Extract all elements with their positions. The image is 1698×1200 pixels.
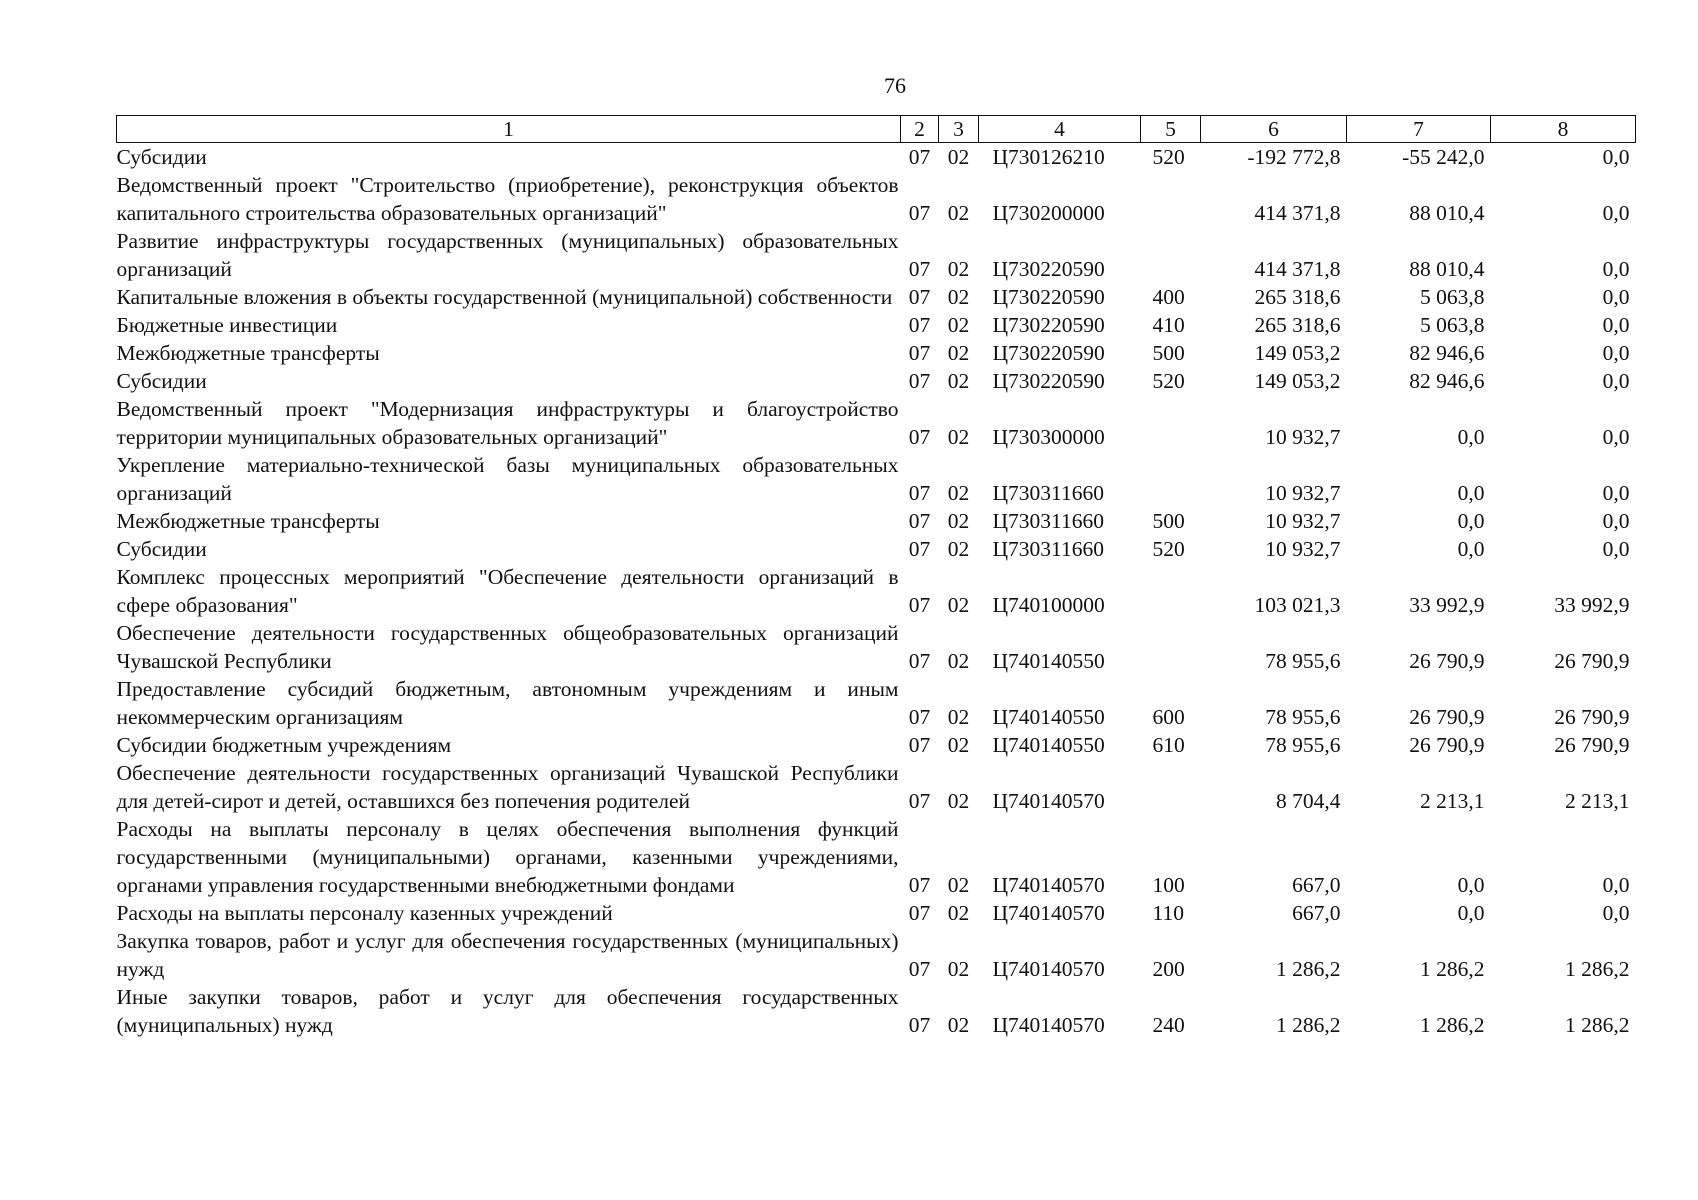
row-target-article: Ц730311660 [992,537,1104,561]
column-header-3: 3 [939,116,979,143]
row-amount-col6: 8 704,4 [1276,789,1341,813]
row-amount-col7: 1 286,2 [1420,957,1485,981]
row-section: 07 [908,285,931,309]
row-target-article: Ц740140550 [992,705,1105,729]
row-section: 07 [908,257,931,281]
row-target-article: Ц730126210 [992,145,1105,169]
row-amount-col6: 78 955,6 [1265,733,1341,757]
row-amount-col6: 265 318,6 [1254,285,1341,309]
row-subsection: 02 [947,593,970,617]
row-section: 07 [908,705,931,729]
row-target-article: Ц730311660 [992,481,1104,505]
row-amount-col7: 82 946,6 [1409,341,1485,365]
row-expense-type [1141,395,1201,451]
row-section: 07 [908,957,931,981]
row-amount-col7: 26 790,9 [1409,705,1485,729]
row-expense-type [1141,619,1201,675]
column-header-5: 5 [1141,116,1201,143]
row-amount-col8: 0,0 [1602,873,1630,897]
row-amount-col8: 0,0 [1602,509,1630,533]
row-amount-col6: 667,0 [1292,901,1341,925]
row-subsection: 02 [947,341,970,365]
row-amount-col6: 149 053,2 [1254,341,1341,365]
row-amount-col6: 1 286,2 [1276,1013,1341,1037]
row-subsection: 02 [947,705,970,729]
row-amount-col8: 0,0 [1602,145,1630,169]
row-target-article: Ц730220590 [992,341,1105,365]
row-section: 07 [908,537,931,561]
table-header [117,116,1636,143]
row-amount-col7: 0,0 [1457,901,1485,925]
row-amount-col6: 78 955,6 [1265,705,1341,729]
row-amount-col6: 103 021,3 [1254,593,1341,617]
row-expense-type [1141,759,1201,815]
header-row [117,116,1636,143]
table-row [117,619,1636,675]
row-expense-type [1141,171,1201,227]
row-amount-col7: 0,0 [1457,537,1485,561]
row-amount-col6: 667,0 [1292,873,1341,897]
row-section: 07 [908,481,931,505]
row-amount-col6: 78 955,6 [1265,649,1341,673]
row-section: 07 [908,733,931,757]
row-expense-type: 520 [1152,369,1185,393]
row-section: 07 [908,873,931,897]
row-expense-type [1141,451,1201,507]
row-name: Иные закупки товаров, работ и услуг для обеспечения государственных (муниципальных) нужд [116,985,899,1037]
row-subsection: 02 [947,733,970,757]
table-row [117,339,1636,367]
row-section: 07 [908,901,931,925]
row-subsection: 02 [947,257,970,281]
row-amount-col8: 0,0 [1602,369,1630,393]
row-target-article: Ц740140570 [992,1013,1105,1037]
row-subsection: 02 [947,873,970,897]
row-subsection: 02 [947,313,970,337]
row-section: 07 [908,425,931,449]
row-section: 07 [908,789,931,813]
row-name: Ведомственный проект "Строительство (приобретение), реконструкция объектов капитального строительства образовательных организаций" [116,173,899,225]
row-amount-col7: 5 063,8 [1420,285,1485,309]
table-row [117,367,1636,395]
row-amount-col7: 0,0 [1457,509,1485,533]
row-name: Субсидии [116,369,207,393]
row-expense-type: 520 [1152,537,1185,561]
row-subsection: 02 [947,481,970,505]
row-amount-col7: 0,0 [1457,481,1485,505]
row-target-article: Ц740100000 [992,593,1105,617]
row-target-article: Ц740140570 [992,957,1105,981]
row-target-article: Ц730220590 [992,285,1105,309]
row-name: Укрепление материально-технической базы муниципальных образовательных организаций [116,453,899,505]
row-target-article: Ц740140570 [992,789,1105,813]
page-number: 76 [884,73,906,98]
row-section: 07 [908,145,931,169]
row-name: Комплекс процессных мероприятий "Обеспечение деятельности организаций в сфере образования" [116,565,899,617]
row-amount-col8: 1 286,2 [1565,957,1630,981]
column-header-8: 8 [1491,116,1636,143]
row-amount-col7: 5 063,8 [1420,313,1485,337]
row-target-article: Ц730311660 [992,509,1104,533]
row-subsection: 02 [947,509,970,533]
column-header-1: 1 [117,116,901,143]
table-row [117,535,1636,563]
row-amount-col7: 1 286,2 [1420,1013,1485,1037]
row-amount-col6: 414 371,8 [1254,201,1341,225]
row-amount-col7: 88 010,4 [1409,257,1485,281]
row-amount-col8: 0,0 [1602,257,1630,281]
table-row [117,395,1636,451]
row-amount-col7: 0,0 [1457,425,1485,449]
row-amount-col7: 0,0 [1457,873,1485,897]
table-row [117,451,1636,507]
table-row [117,899,1636,927]
row-amount-col8: 33 992,9 [1554,593,1630,617]
row-amount-col7: 82 946,6 [1409,369,1485,393]
row-subsection: 02 [947,537,970,561]
row-name: Расходы на выплаты персоналу в целях обеспечения выполнения функций государственными (муниципальными) органами, казенными учреждениями, органами управления государственными внебюджетными фондами [116,817,899,897]
row-target-article: Ц740140570 [992,901,1105,925]
row-target-article: Ц740140550 [992,649,1105,673]
row-subsection: 02 [947,145,970,169]
budget-table [116,115,1636,1039]
row-amount-col6: -192 772,8 [1247,145,1341,169]
row-expense-type: 600 [1152,705,1185,729]
row-name: Субсидии бюджетным учреждениям [116,733,452,757]
row-amount-col6: 10 932,7 [1265,537,1341,561]
table-row [117,927,1636,983]
table-row [117,283,1636,311]
row-amount-col8: 26 790,9 [1554,733,1630,757]
column-header-6: 6 [1201,116,1347,143]
row-amount-col8: 0,0 [1602,901,1630,925]
column-header-4: 4 [979,116,1141,143]
row-subsection: 02 [947,901,970,925]
row-amount-col7: 26 790,9 [1409,649,1485,673]
row-name: Межбюджетные трансферты [116,509,380,533]
row-expense-type: 410 [1152,313,1185,337]
row-target-article: Ц730220590 [992,369,1105,393]
row-section: 07 [908,593,931,617]
row-amount-col8: 26 790,9 [1554,649,1630,673]
row-section: 07 [908,1013,931,1037]
row-expense-type: 520 [1152,145,1185,169]
row-expense-type: 110 [1152,901,1184,925]
table-row [117,227,1636,283]
row-expense-type: 500 [1152,341,1185,365]
row-amount-col6: 265 318,6 [1254,313,1341,337]
row-amount-col8: 0,0 [1602,313,1630,337]
row-subsection: 02 [947,957,970,981]
row-amount-col8: 2 213,1 [1565,789,1630,813]
row-section: 07 [908,369,931,393]
row-name: Расходы на выплаты персоналу казенных учреждений [116,901,613,925]
row-name: Закупка товаров, работ и услуг для обеспечения государственных (муниципальных) нужд [116,929,899,981]
table-row [117,731,1636,759]
row-subsection: 02 [947,285,970,309]
table-row [117,815,1636,899]
row-name: Субсидии [116,537,207,561]
row-amount-col6: 10 932,7 [1265,481,1341,505]
row-amount-col8: 1 286,2 [1565,1013,1630,1037]
table-row [117,507,1636,535]
row-expense-type: 200 [1152,957,1185,981]
row-name: Субсидии [116,145,207,169]
table-row [117,563,1636,619]
table-row [117,675,1636,731]
row-amount-col8: 0,0 [1602,341,1630,365]
row-amount-col6: 10 932,7 [1265,425,1341,449]
row-subsection: 02 [947,425,970,449]
table-row [117,143,1636,172]
row-amount-col6: 149 053,2 [1254,369,1341,393]
row-subsection: 02 [947,369,970,393]
table-row [117,759,1636,815]
row-section: 07 [908,649,931,673]
row-amount-col6: 414 371,8 [1254,257,1341,281]
row-expense-type: 610 [1152,733,1185,757]
row-amount-col7: 33 992,9 [1409,593,1485,617]
table-row [117,311,1636,339]
row-amount-col7: 2 213,1 [1420,789,1485,813]
row-name: Предоставление субсидий бюджетным, автономным учреждениям и иным некоммерческим организациям [116,677,899,729]
row-target-article: Ц740140550 [992,733,1105,757]
row-target-article: Ц740140570 [992,873,1105,897]
row-subsection: 02 [947,789,970,813]
row-target-article: Ц730300000 [992,425,1105,449]
row-expense-type: 240 [1152,1013,1185,1037]
row-expense-type: 500 [1152,509,1185,533]
table-body [117,143,1636,1040]
row-name: Обеспечение деятельности государственных общеобразовательных организаций Чувашской Республики [116,621,899,673]
column-header-7: 7 [1347,116,1491,143]
row-amount-col6: 10 932,7 [1265,509,1341,533]
table-row [117,171,1636,227]
row-amount-col7: 88 010,4 [1409,201,1485,225]
row-subsection: 02 [947,649,970,673]
table-row [117,983,1636,1039]
row-name: Капитальные вложения в объекты государственной (муниципальной) собственности [116,285,893,309]
row-amount-col7: -55 242,0 [1402,145,1485,169]
row-expense-type: 400 [1152,285,1185,309]
row-target-article: Ц730220590 [992,257,1105,281]
row-name: Обеспечение деятельности государственных организаций Чувашской Республики для детей-сирот и детей, оставшихся без попечения родителей [116,761,899,813]
row-amount-col8: 26 790,9 [1554,705,1630,729]
row-amount-col8: 0,0 [1602,425,1630,449]
row-target-article: Ц730220590 [992,313,1105,337]
column-header-2: 2 [901,116,939,143]
row-expense-type [1141,227,1201,283]
row-amount-col8: 0,0 [1602,285,1630,309]
row-expense-type: 100 [1152,873,1185,897]
row-amount-col6: 1 286,2 [1276,957,1341,981]
row-name: Развитие инфраструктуры государственных (муниципальных) образовательных организаций [116,229,899,281]
row-amount-col8: 0,0 [1602,481,1630,505]
row-section: 07 [908,509,931,533]
row-section: 07 [908,313,931,337]
row-amount-col7: 26 790,9 [1409,733,1485,757]
row-expense-type [1141,563,1201,619]
row-subsection: 02 [947,1013,970,1037]
row-target-article: Ц730200000 [992,201,1105,225]
row-subsection: 02 [947,201,970,225]
row-name: Ведомственный проект "Модернизация инфраструктуры и благоустройство территории муниципальных образовательных организаций" [116,397,899,449]
row-name: Межбюджетные трансферты [116,341,380,365]
row-name: Бюджетные инвестиции [116,313,338,337]
row-section: 07 [908,341,931,365]
row-amount-col8: 0,0 [1602,537,1630,561]
row-amount-col8: 0,0 [1602,201,1630,225]
row-section: 07 [908,201,931,225]
